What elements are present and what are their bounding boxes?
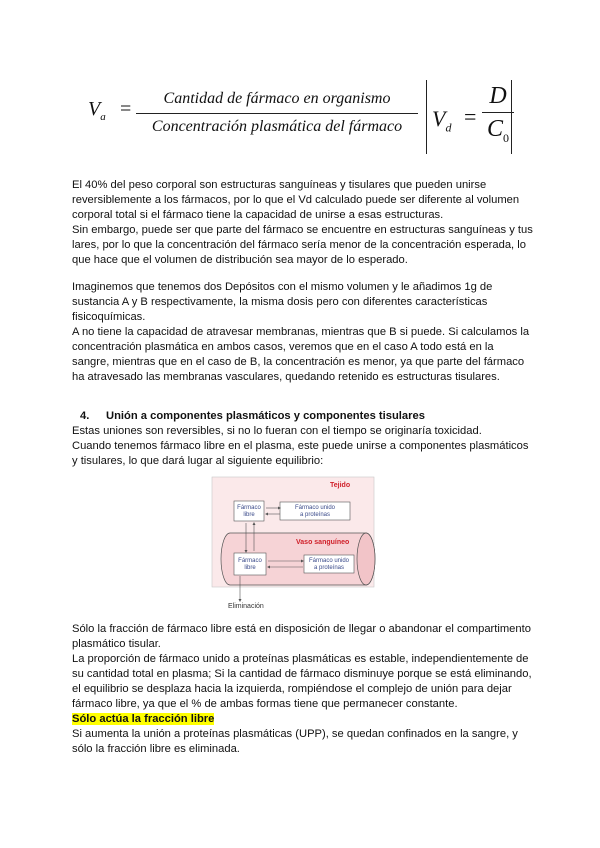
fraction-bar-2 [482, 112, 514, 113]
paragraph-free-fraction [72, 622, 534, 757]
apparent-volume-formula [88, 80, 418, 154]
va-symbol: $V_a$ [88, 98, 106, 123]
tissue-bound-drug-label: Fármaco unido a proteínas [294, 505, 336, 518]
blood-vessel-label: Vaso sanguíneo [296, 539, 350, 546]
tissue-label: Tejido [330, 482, 351, 489]
equals-sign: = [120, 98, 132, 120]
equals-sign-2: = [464, 104, 477, 129]
dose-symbol: D [489, 83, 507, 109]
vessel-bound-drug-label: Fármaco unido a proteínas [308, 558, 350, 571]
formula-numerator: Cantidad de fármaco en organismo [163, 90, 391, 107]
section-title: Unión a componentes plasmáticos y componentes tisulares [106, 410, 425, 422]
elimination-label: Eliminación [228, 603, 264, 610]
upp-text: Si aumenta la unión a proteínas plasmáticas (UPP), se quedan confinados en la sangre, y sólo la fracción libre es eliminada. [72, 728, 518, 755]
paragraph-deposits-example: Imaginemos que tenemos dos Depósitos con el mismo volumen y le añadimos 1g de sustancia A y B respectivamente, la misma dosis pero con diferentes características fisicoquímicas. A no tiene la capacidad de atravesar membranas, mientras que B si puede. Si calculamos la concentración plasmática en ambos casos, veremos que en el caso A todo está en la sangre, mientras que en el caso de B, la concentración es menor, ya que parte del fármaco ha atravesado las membranas vasculares, quedando retenido es estructuras tisulares. [72, 281, 530, 383]
section-number: 4. [80, 410, 90, 422]
volume-formula [88, 80, 513, 154]
section-heading [80, 410, 425, 422]
diagram-graphic [210, 476, 380, 616]
fraction-bar [136, 113, 418, 114]
formula-divider-right [511, 80, 512, 154]
tissue-free-drug-label: Fármaco libre [237, 505, 261, 518]
paragraph-reversible-unions: Estas uniones son reversibles, si no lo fueran con el tiempo se originaría toxicidad. Cuando tenemos fármaco libre en el plasma, este puede unirse a componentes plasmáticos y tisulares, lo que dará lugar al siguiente equilibrio: [72, 425, 529, 467]
formula-fraction [136, 90, 418, 136]
equilibrium-diagram [210, 476, 380, 616]
vd-symbol: $V_d$ [432, 106, 452, 135]
free-fraction-text: Sólo la fracción de fármaco libre está en disposición de llegar o abandonar el compartimento plasmático tisular. La proporción de fármaco unido a proteínas plasmáticas es estable, independientemente de su cantidad total en plasma; Si la cantidad de fármaco disminuye porque se está eliminando, el equilibrio se desplaza hacia la izquierda, rompiéndose el complejo de unión para dejar fármaco libre, ya que el % de ambas formas tiene que permanecer constante. [72, 623, 532, 710]
vessel-free-drug-label: Fármaco libre [238, 558, 262, 571]
formula-divider [426, 80, 427, 154]
formula-denominator: Concentración plasmática del fármaco [151, 118, 403, 135]
concentration-symbol: $C_0$ [486, 116, 509, 145]
vd-fraction [482, 82, 514, 152]
highlighted-statement: Sólo actúa la fracción libre [72, 713, 215, 725]
vd-formula [432, 80, 512, 154]
paragraph-body-structures: El 40% del peso corporal son estructuras sanguíneas y tisulares que pueden unirse reversiblemente a los fármacos, por lo que el Vd calculado puede ser diferente al volumen corporal total si el fármaco tiene la capacidad de unirse a esas estructuras. Sin embargo, puede ser que parte del fármaco se encuentre en estructuras sanguíneas y tus lares, por lo que la concentración del fármaco sería menor de la concentración esperada, lo que hace que el volumen de distribución sea mayor de lo esperado. [72, 179, 533, 266]
